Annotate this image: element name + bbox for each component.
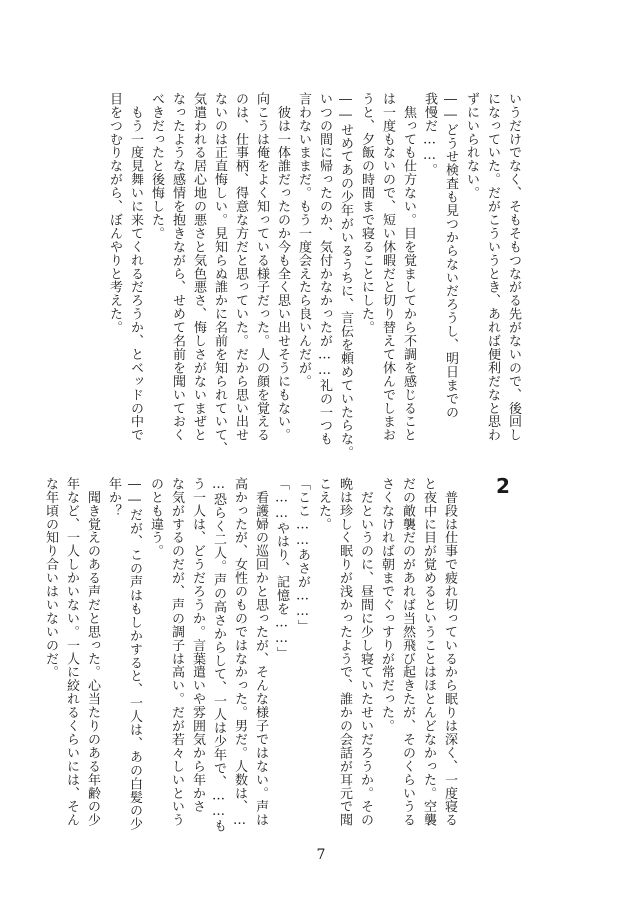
text-line: 気遣われる居心地の悪さと気色悪さ、悔しさがないまぜと	[191, 92, 206, 442]
text-line: 焦っても仕方ない。目を覚ましてから不調を感じること	[401, 92, 416, 442]
text-line: になっていた。だがこういうとき、あれば便利だなと思わ	[485, 92, 500, 442]
text-line: ――せめてあの少年がいるうちに、言伝を頼めていたらな。	[338, 92, 353, 460]
text-line: 聞き覚えのある声だと思った。心当たりのある年齢の少	[85, 477, 100, 827]
text-line: 向こうは俺をよく知っている様子だった。人の顔を覚える	[254, 92, 269, 442]
text-line: ずにいられない。	[464, 92, 479, 200]
text-line: もう一度見舞いに来てくれるだろうか、とベッドの中で	[128, 92, 143, 442]
lower-text-block	[43, 477, 460, 833]
page-number: 7	[316, 847, 326, 863]
text-line: う一人は、どうだろうか。言葉遣いや雰囲気から年かさ	[190, 477, 205, 814]
text-line: だの敵襲だのがあれば当然飛び起きたが、そのくらいうる	[400, 477, 415, 827]
text-line: ないのは正直悔しい。見知らぬ誰かに名前を知られていて、	[212, 92, 227, 456]
text-line: いつの間に帰ったのか、気付かなかったが……礼の一つも	[317, 92, 332, 446]
text-line: 看護婦の巡回かと思ったが、そんな様子ではない。声は	[253, 477, 268, 827]
text-line: 目をつむりながら、ぼんやりと考えた。	[107, 92, 122, 335]
text-line: は一度もないので、短い休暇だと切り替えて休んでしまお	[380, 92, 395, 442]
text-line: 言わないままだ。もう一度会えたら良いんだが。	[296, 92, 311, 388]
text-line: 年か？	[106, 477, 121, 518]
text-line: だというのに、昼間に少し寝ていたせいだろうか。その	[358, 477, 373, 827]
text-line: 晩は珍しく眠りが浅かったようで、誰かの会話が耳元で聞	[337, 477, 352, 827]
text-line: 高かったが、女性のものではなかった。男だ。人数は、…	[232, 477, 247, 829]
text-line: な気がするのだが、声の調子は高い。だが若々しいという	[169, 477, 184, 827]
upper-text-block	[107, 92, 524, 460]
text-line: な年頃の知り合いはいないのだ。	[43, 477, 58, 679]
section-number: 2	[496, 474, 510, 498]
text-line: 彼は一体誰だったのか今も全く思い出せそうにもない。	[275, 92, 290, 442]
text-line: のは、仕事柄、得意な方だと思っていた。だから思い出せ	[233, 92, 248, 442]
text-line: うと、夕飯の時間まで寝ることにした。	[359, 92, 374, 335]
text-line: と夜中に目が覚めるということはほとんどなかった。空襲	[421, 477, 436, 827]
text-line: のとも違う。	[148, 477, 163, 558]
text-line: 普段は仕事で疲れ切っているから眠りは深く、一度寝る	[442, 477, 457, 827]
text-line: 年など、一人しかいない。一人に絞れるくらいには、そん	[64, 477, 79, 827]
text-line: ――どうせ検査も見つからないだろうし、明日までの	[443, 92, 458, 419]
text-line: こえた。	[316, 477, 331, 531]
text-line: …恐らく二人。声の高さからして、一人は少年で、……も	[211, 477, 226, 833]
text-line: なったような感情を抱きながら、せめて名前を聞いておく	[170, 92, 185, 442]
text-line: 「ここ……あさが……」	[295, 477, 310, 633]
text-line: 我慢だ……。	[422, 92, 437, 177]
text-line: ――だが、この声はもしかすると、一人は、あの白髪の少	[127, 477, 142, 831]
text-line: さくなければ朝までぐっすりが常だった。	[379, 477, 394, 733]
text-line: いうだけでなく、そもそもつながる先がないので、後回し	[506, 92, 521, 442]
text-line: べきだったと後悔した。	[149, 92, 164, 240]
text-line: 「……やはり、記憶を……」	[274, 477, 289, 660]
